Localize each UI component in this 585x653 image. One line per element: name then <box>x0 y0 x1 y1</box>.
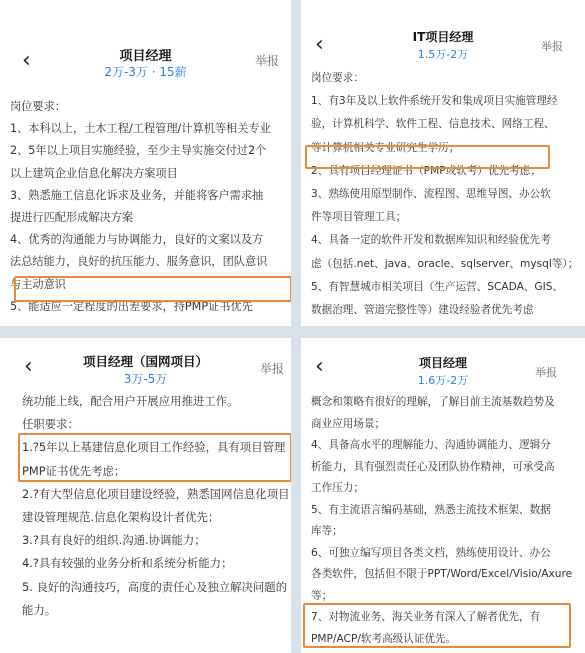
requirement-line: 2、5年以上项目实施经验，至少主导实施交付过2个 <box>10 144 267 158</box>
requirement-line: 与主动意识 <box>10 277 66 291</box>
job-panel-2 <box>301 0 585 326</box>
requirement-line: 概念和策略有很好的理解，了解目前主流基数趋势及 <box>311 396 555 408</box>
chevron-left-icon[interactable]: ‹ <box>24 354 33 379</box>
requirement-line: 等计算机相关专业研究生学历； <box>311 141 460 154</box>
requirement-line: 4.?具有较强的业务分析和系统分析能力； <box>22 556 233 571</box>
page-title: 项目经理 <box>418 356 467 370</box>
horizontal-divider <box>0 326 585 338</box>
job-panel-4 <box>301 338 585 653</box>
requirement-line: 提进行匹配形成解决方案 <box>10 211 134 225</box>
requirement-line: 验，计算机科学、软件工程、信息技术、网络工程、 <box>311 118 555 131</box>
requirement-line: 7、对物流业务、海关业务有深入了解者优先，有 <box>311 611 541 623</box>
requirement-line: 库等； <box>311 525 343 537</box>
salary-range: 1.5万-2万 <box>417 48 469 61</box>
requirement-line: 商业应用场景； <box>311 417 386 430</box>
requirement-line: 2、具有项目经理证书（PMP或软考）优先考虑； <box>311 164 541 177</box>
job-requirements <box>22 390 291 622</box>
requirement-line: 任职要求： <box>22 417 79 432</box>
requirement-line: 以上建筑企业信息化解决方案项目 <box>10 166 178 180</box>
highlight-box <box>18 433 291 482</box>
chevron-left-icon[interactable]: ‹ <box>315 32 324 57</box>
requirement-line: 岗位要求： <box>10 100 66 113</box>
requirement-line: 5、有智慧城市相关项目（生产运营、SCADA、GIS、 <box>311 280 564 293</box>
requirement-line: 5、有主流语言编码基础，熟悉主流技术框架、数据 <box>311 503 551 516</box>
salary-range: 3万-5万 <box>123 372 168 386</box>
requirement-line: 2.?有大型信息化项目建设经验，熟悉国网信息化项目 <box>22 486 290 501</box>
requirement-line: 建设管理规范.信息化架构设计者优先； <box>22 510 220 525</box>
chevron-left-icon[interactable]: ‹ <box>315 354 324 379</box>
requirement-line: 1.?5年以上基建信息化项目工作经验，具有项目管理 <box>22 440 286 455</box>
page-title: IT项目经理 <box>412 30 474 44</box>
requirement-line: 4、具备高水平的理解能力、沟通协调能力、逻辑分 <box>311 439 551 451</box>
requirement-line: 4、具备一定的软件开发和数据库知识和经验优先考 <box>311 234 551 247</box>
report-button[interactable]: 举报 <box>535 366 557 379</box>
requirement-line: 能力。 <box>22 602 57 617</box>
highlight-box <box>303 603 571 648</box>
requirement-line: 3.?具有良好的组织.沟通.协调能力； <box>22 533 206 548</box>
requirement-line: 件等项目管理工具； <box>311 211 407 224</box>
report-button[interactable]: 举报 <box>541 40 563 53</box>
requirement-line: 各类软件，包括但不限于PPT/Word/Excel/Visio/Axure <box>311 568 573 580</box>
chevron-left-icon[interactable]: ‹ <box>22 48 31 73</box>
requirement-line: 统功能上线，配合用户开展应用推进工作。 <box>22 394 239 408</box>
salary-range: 2万-3万 · 15薪 <box>104 65 187 79</box>
salary-range: 1.6万-2万 <box>417 374 469 387</box>
requirement-line: 1、有3年及以上软件系统开发和集成项目实施管理经 <box>311 95 558 108</box>
requirement-line: PMP证书优先考虑； <box>22 463 126 478</box>
requirement-line: 法总结能力，良好的抗压能力、服务意识，团队意识 <box>10 255 268 269</box>
requirement-line: 6、可独立编写项目各类文档，熟练使用设计、办公 <box>311 546 551 559</box>
requirement-line: 5、能适应一定程度的出差要求，持PMP证书优先 <box>10 299 253 313</box>
report-button[interactable]: 举报 <box>255 54 280 68</box>
highlight-box <box>305 145 550 169</box>
job-panel-3 <box>0 338 291 653</box>
report-button[interactable]: 举报 <box>260 362 285 376</box>
requirement-line: 3、熟练使用原型制作、流程图、思维导图、办公软 <box>311 188 551 201</box>
requirement-line: 工作压力； <box>311 482 364 494</box>
highlight-box <box>14 276 291 302</box>
job-requirements <box>311 67 585 322</box>
requirement-line: 虑（包括.net、java、oracle、sqlserver、mysql等）； <box>311 257 579 270</box>
job-panel-1 <box>0 0 291 326</box>
requirement-line: 1、本科以上，土木工程/工程管理/计算机等相关专业 <box>10 122 271 136</box>
requirement-line: PMP/ACP/软考高级认证优先。 <box>311 632 457 645</box>
requirement-line: 数据治理、管道完整性等）建设经验者优先考虑 <box>311 304 534 317</box>
requirement-line: 析能力，具有强烈责任心及团队协作精神，可承受高 <box>311 460 555 473</box>
requirement-line: 岗位要求： <box>311 72 364 84</box>
requirement-line: 3、熟悉施工信息化诉求及业务，并能将客户需求抽 <box>10 188 264 202</box>
requirement-line: 等； <box>311 589 333 602</box>
requirement-line: 5. 良好的沟通技巧，高度的责任心及独立解决问题的 <box>22 579 288 594</box>
page-title: 项目经理 <box>119 49 172 64</box>
requirement-line: 4、优秀的沟通能力与协调能力，良好的文案以及方 <box>10 233 264 247</box>
page-title: 项目经理（国网项目） <box>82 354 208 369</box>
